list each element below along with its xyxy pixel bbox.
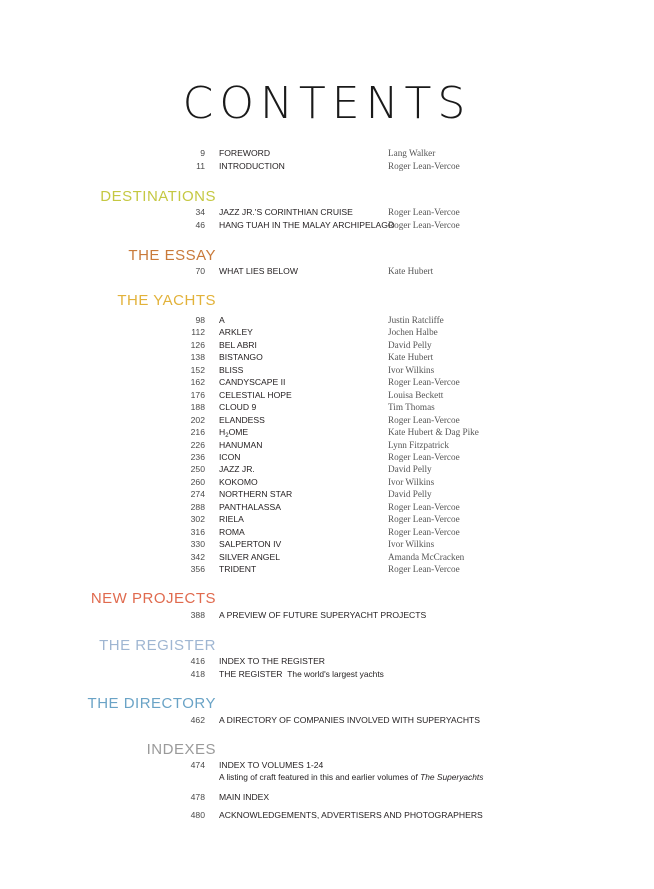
toc-entry [0,655,654,668]
page-number: 316 [190,526,205,537]
entry-author: Roger Lean-Vercoe [388,451,460,462]
page-number: 202 [190,414,205,425]
toc-entry [0,389,654,402]
page-number: 416 [190,656,205,666]
section-heading-yachts: THE YACHTS [117,292,216,309]
page-number: 480 [190,810,205,820]
entry-title: NORTHERN STAR [219,489,293,500]
toc-entry [0,206,654,219]
entry-title [219,668,384,681]
toc-entry [0,376,654,389]
entry-title: MAIN INDEX [219,792,270,802]
entry-author: Tim Thomas [388,402,435,413]
entry-title: WHAT LIES BELOW [219,266,298,276]
entry-title: JAZZ JR.'S CORINTHIAN CRUISE [219,207,353,217]
entry-author: Roger Lean-Vercoe [388,220,460,230]
page-number: 236 [190,451,205,462]
entry-title: ICON [219,451,241,462]
page-number: 226 [190,439,205,450]
entry-author: Lang Walker [388,148,436,158]
page-number: 356 [190,564,205,574]
toc-entry [0,668,654,681]
page-number: 388 [190,610,205,620]
toc-entry [0,551,654,564]
section-heading-destinations: DESTINATIONS [100,188,216,205]
entry-author: Roger Lean-Vercoe [388,526,460,537]
toc-entry [0,451,654,464]
entry-title-part: H [219,427,226,438]
toc-entry [0,791,654,804]
entry-title: ELANDESS [219,414,265,425]
toc-entry [0,326,654,339]
entry-note-book-title: The Superyachts [420,772,484,782]
entry-title: BLISS [219,364,244,375]
toc-entry [0,339,654,352]
entry-title: CANDYSCAPE II [219,377,286,388]
page-number: 9 [200,148,205,158]
entry-author: David Pelly [388,464,432,475]
entry-title: ROMA [219,526,245,537]
entry-author: Roger Lean-Vercoe [388,514,460,525]
page-number: 176 [190,389,205,400]
entry-author: Jochen Halbe [388,327,438,338]
page-number: 162 [190,377,205,388]
toc-entry [0,414,654,427]
page-number: 274 [190,489,205,500]
entry-title: INTRODUCTION [219,161,285,171]
entry-title: SALPERTON IV [219,539,282,550]
page-number: 34 [195,207,205,217]
toc-entry [0,714,654,727]
page-number: 98 [195,315,205,325]
entry-title: ARKLEY [219,327,253,338]
entry-author: Roger Lean-Vercoe [388,501,460,512]
toc-entry [0,364,654,377]
page-number: 126 [190,339,205,350]
entry-title: JAZZ JR. [219,464,255,475]
entry-author: David Pelly [388,489,432,500]
entry-note [219,771,483,784]
page-number: 474 [190,760,205,770]
entry-note: The world's largest yachts [287,669,384,679]
toc-entry [0,147,654,160]
toc-entry [0,501,654,514]
toc-entry [0,219,654,232]
section-heading-indexes: INDEXES [146,741,216,758]
page-number: 216 [190,427,205,438]
entry-author: Justin Ratcliffe [388,315,444,325]
entry-title: INDEX TO THE REGISTER [219,656,326,666]
toc-entry [0,609,654,622]
entry-author: Roger Lean-Vercoe [388,564,460,574]
entry-title-part: OME [228,427,249,438]
entry-title-text: THE REGISTER [219,669,283,679]
entry-author: Ivor Wilkins [388,364,435,375]
page-number: 152 [190,364,205,375]
entry-author: Lynn Fitzpatrick [388,439,449,450]
entry-title: HANUMAN [219,439,263,450]
page-number: 260 [190,476,205,487]
entry-author: Roger Lean-Vercoe [388,161,460,171]
entry-author: Ivor Wilkins [388,476,435,487]
page-title: CONTENTS [182,78,472,129]
entry-title: PANTHALASSA [219,501,281,512]
entry-author: Roger Lean-Vercoe [388,414,460,425]
page-number: 288 [190,501,205,512]
page-number: 46 [195,220,205,230]
toc-entry [0,563,654,576]
page-number: 138 [190,352,205,363]
entry-title: TRIDENT [219,564,257,574]
entry-title: BISTANGO [219,352,263,363]
page-number: 418 [190,669,205,679]
entry-author: Roger Lean-Vercoe [388,207,460,217]
section-heading-essay: THE ESSAY [128,247,216,264]
toc-entry [0,809,654,822]
entry-author: Kate Hubert [388,266,434,276]
entry-title-subscript: 2 [225,433,229,440]
entry-title: CLOUD 9 [219,402,257,413]
entry-note-text: A listing of craft featured in this and earlier volumes of [219,772,421,782]
entry-author: David Pelly [388,339,432,350]
toc-entry [0,160,654,173]
entry-note-row [0,771,654,784]
page-number: 462 [190,715,205,725]
page-number: 112 [191,327,205,338]
toc-entry [0,401,654,414]
entry-title: A DIRECTORY OF COMPANIES INVOLVED WITH SUPERYACHTS [219,715,481,725]
entry-title: FOREWORD [219,148,271,158]
page-number: 478 [190,792,205,802]
entry-title: KOKOMO [219,476,258,487]
entry-title: A PREVIEW OF FUTURE SUPERYACHT PROJECTS [219,610,427,620]
toc-entry [0,526,654,539]
toc-entry [0,314,654,327]
page-number: 330 [190,539,205,550]
entry-title: INDEX TO VOLUMES 1-24 [219,760,324,770]
entry-title: CELESTIAL HOPE [219,389,292,400]
entry-author: Kate Hubert & Dag Pike [388,427,479,438]
toc-entry [0,476,654,489]
section-heading-directory: THE DIRECTORY [87,695,216,712]
entry-title: ACKNOWLEDGEMENTS, ADVERTISERS AND PHOTOGRAPHERS [219,810,483,820]
toc-entry [0,426,654,439]
page-number: 342 [190,551,205,562]
entry-title: A [219,315,225,325]
page-number: 11 [196,161,205,171]
entry-author: Louisa Beckett [388,389,444,400]
toc-entry [0,351,654,364]
section-heading-register: THE REGISTER [99,637,216,654]
toc-entry [0,265,654,278]
toc-entry [0,488,654,501]
page-number: 188 [190,402,205,413]
entry-title: HANG TUAH IN THE MALAY ARCHIPELAGO [219,220,395,230]
entry-author: Roger Lean-Vercoe [388,377,460,388]
toc-entry [0,463,654,476]
page-number: 302 [190,514,205,525]
page-number: 250 [190,464,205,475]
toc-entry [0,439,654,452]
entry-author: Amanda McCracken [388,551,465,562]
entry-title: RIELA [219,514,244,525]
page-number: 70 [195,266,205,276]
entry-author: Ivor Wilkins [388,539,435,550]
section-heading-new-projects: NEW PROJECTS [90,590,216,607]
toc-entry [0,538,654,551]
entry-title: BEL ABRI [219,339,257,350]
toc-entry [0,513,654,526]
entry-title: SILVER ANGEL [219,551,280,562]
entry-author: Kate Hubert [388,352,434,363]
